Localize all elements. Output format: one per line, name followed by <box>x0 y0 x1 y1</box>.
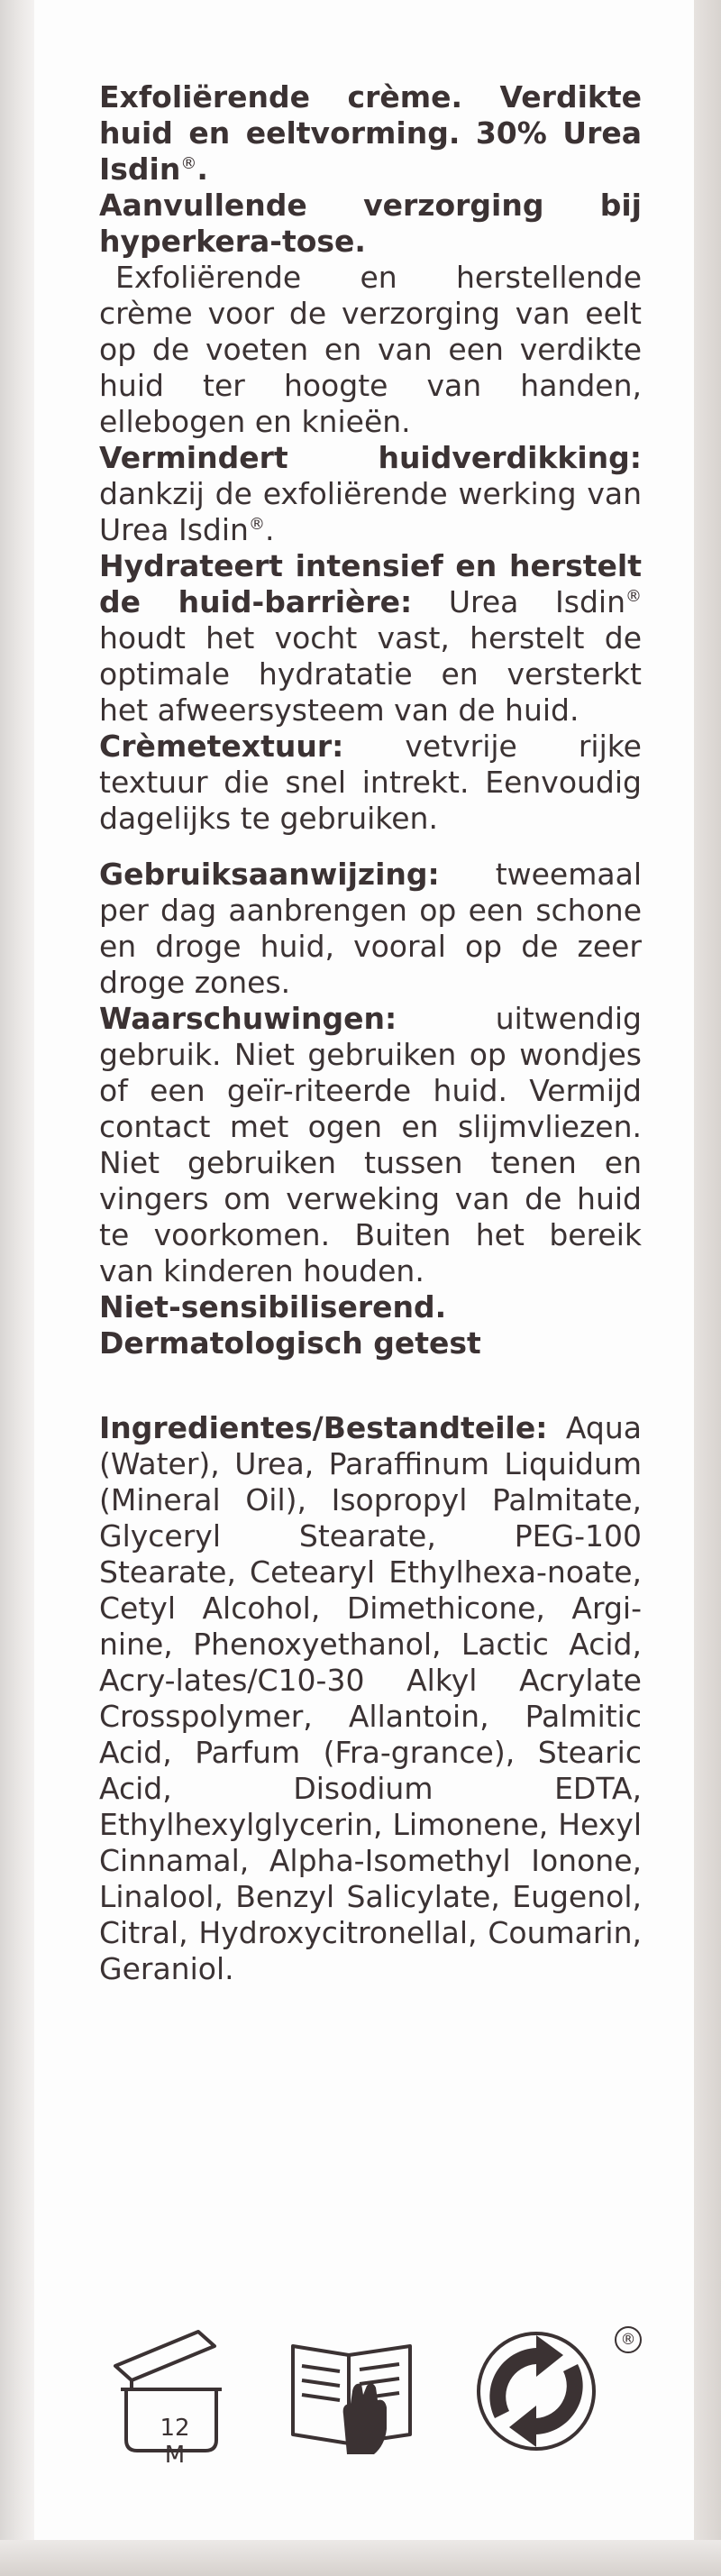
benefit-2-label: Hydrateert intensief en herstelt de huid-barrière: <box>99 548 642 619</box>
benefit-1-label: Vermindert huidverdikking: <box>99 440 642 475</box>
registered-mark: ® <box>625 587 642 606</box>
product-headline <box>99 79 642 188</box>
open-jar-icon <box>108 2319 225 2469</box>
headline-text: Exfoliërende crème. Verdikte huid en eeltvorming. 30% Urea Isdin <box>99 79 642 187</box>
product-text <box>99 79 642 1987</box>
usage-label: Gebruiksaanwijzing: <box>99 857 440 892</box>
dermatology-note: Niet-sensibiliserend. Dermatologisch getest <box>99 1289 481 1361</box>
box-bottom-edge <box>0 2540 721 2576</box>
benefit-3 <box>99 729 642 837</box>
benefit-1 <box>99 440 642 548</box>
green-dot-recycle-icon <box>473 2328 608 2454</box>
ingredients <box>99 1410 642 1987</box>
benefit-1-end: . <box>264 512 275 547</box>
pao-label: 12 M <box>160 2415 190 2469</box>
warnings-text: uitwendig gebruik. Niet gebruiken op wondjes of een geïr-riteerde huid. Vermijd contact met ogen en slijmvliezen. Niet gebruiken tussen tenen en vingers om verweking van de huid te voorkomen. Buiten het bereik van kinderen houden. <box>99 1001 642 1288</box>
ingredients-text: Aqua (Water), Urea, Paraffinum Liquidum (Mineral Oil), Isopropyl Palmitate, Glyceryl Stearate, PEG-100 Stearate, Cetearyl Ethylhexa-noate, Cetyl Alcohol, Dimethicone, Argi-nine, Phenoxyethanol, Lactic Acid, Acry-lates/C10-30 Alkyl Acrylate Crosspolymer, Allantoin, Palmitic Acid, Parfum (Fra-grance), Stearic Acid, Disodium EDTA, Ethylhexylglycerin, Limonene, Hexyl Cinnamal, Alpha-Isomethyl Ionone, Linalool, Benzyl Salicylate, Eugenol, Citral, Hydroxycitronellal, Coumarin, Geraniol. <box>99 1410 642 1986</box>
box-right-edge <box>694 0 721 2576</box>
product-subtitle: Aanvullende verzorging bij hyperkera-tose. <box>99 188 642 259</box>
package-symbols <box>99 2319 642 2469</box>
usage-text: tweemaal per dag aanbrengen op een schone en droge huid, vooral op de zeer droge zones. <box>99 857 642 1000</box>
warnings <box>99 1001 642 1289</box>
product-intro: Exfoliërende en herstellende crème voor de verzorging van eelt op de voeten en van een verdikte huid ter hoogte van handen, ellebogen en knieën. <box>99 260 642 439</box>
benefit-3-label: Crèmetextuur: <box>99 729 344 764</box>
benefit-2 <box>99 548 642 729</box>
benefit-3-text: vetvrije rijke textuur die snel intrekt. Eenvoudig dagelijks te gebruiken. <box>99 729 642 836</box>
benefit-1-text: dankzij de exfoliërende werking van Urea Isdin <box>99 476 642 547</box>
warnings-label: Waarschuwingen: <box>99 1001 397 1036</box>
headline-period: . <box>196 151 208 187</box>
read-leaflet-icon <box>284 2328 419 2454</box>
registered-trademark-icon: ® <box>615 2326 642 2353</box>
box-left-edge <box>0 0 34 2576</box>
registered-mark: ® <box>248 515 265 534</box>
ingredients-label: Ingredientes/Bestandteile: <box>99 1410 548 1445</box>
usage-instructions <box>99 857 642 1001</box>
benefit-2-text-a: Urea Isdin <box>412 584 625 619</box>
registered-mark: ® <box>180 154 197 173</box>
benefit-2-text-b: houdt het vocht vast, herstelt de optimale hydratatie en versterkt het afweersysteem van de huid. <box>99 620 642 728</box>
